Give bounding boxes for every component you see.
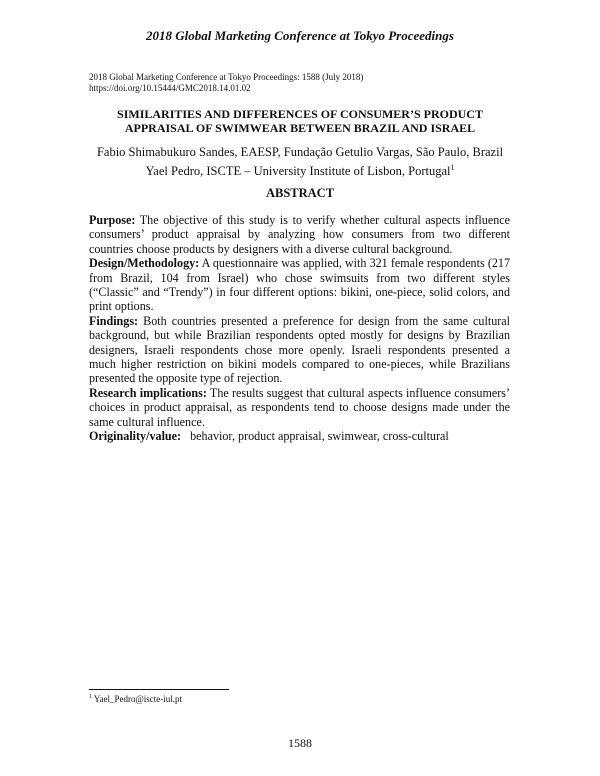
- author-line: Fabio Shimabukuro Sandes, EAESP, Fundação Getulio Vargas, São Paulo, Brazil: [96, 145, 504, 159]
- citation-block: [89, 72, 363, 94]
- section-text: The results suggest that cultural aspects influence consumers’ choices in product appraisal, as respondents tend to choose designs made under the same cultural influence.: [89, 385, 510, 429]
- abstract-findings: [89, 314, 510, 386]
- author-name: Yael Pedro, ISCTE – University Institute of Lisbon, Portugal: [145, 164, 451, 179]
- footnote-divider: [89, 689, 229, 690]
- section-text: behavior, product appraisal, swimwear, cross-cultural: [181, 429, 449, 444]
- running-head: 2018 Global Marketing Conference at Tokyo Proceedings: [146, 28, 454, 43]
- paper-title: [60, 107, 540, 135]
- abstract-heading: ABSTRACT: [265, 186, 335, 200]
- footnote-email: Yael_Pedro@iscte-iul.pt: [92, 694, 183, 704]
- author-block: [60, 145, 540, 179]
- section-label: Originality/value:: [89, 429, 182, 444]
- section-text: The objective of this study is to verify whether cultural aspects influence consumers’ product appraisal by analyzing how consumers from two different countries choose products by designers with a diverse cultural background.: [89, 213, 510, 256]
- title-line: APPRAISAL OF SWIMWEAR BETWEEN BRAZIL AND ISRAEL: [124, 121, 476, 135]
- title-line: SIMILARITIES AND DIFFERENCES OF CONSUMER’S PRODUCT: [117, 107, 483, 121]
- section-label: Research implications:: [89, 385, 207, 400]
- section-text: Both countries presented a preference for design from the same cultural background, but while Brazilian respondents opted mostly for designs by Brazilian designers, Israeli respondents chose more openly. Israeli respondents presented a much higher restriction on bikini models compared to one-pieces, while Brazilians presented the opposite type of rejection.: [89, 313, 510, 386]
- doi-line: https://doi.org/10.15444/GMC2018.14.01.02: [89, 83, 251, 93]
- section-text: A questionnaire was applied, with 321 female respondents (217 from Brazil, 104 from Israel) who chose swimsuits from two different styles (“Classic” and “Trendy”) in four different options: bikini, one-piece, solid colors, and print options.: [89, 256, 510, 314]
- footnote-marker: 1: [450, 163, 455, 172]
- footnote: [89, 694, 182, 704]
- section-label: Design/Methodology:: [89, 256, 200, 271]
- abstract-purpose: [89, 213, 510, 256]
- citation-line: 2018 Global Marketing Conference at Tokyo Proceedings: 1588 (July 2018): [89, 72, 364, 82]
- page-number: 1588: [288, 736, 312, 750]
- abstract-design: [89, 256, 510, 314]
- section-label: Purpose:: [89, 213, 136, 227]
- abstract-implications: [89, 386, 510, 429]
- footnote-marker: 1: [89, 694, 92, 700]
- author-line: [60, 160, 540, 179]
- abstract-originality: [89, 429, 510, 443]
- section-label: Findings:: [89, 313, 139, 328]
- abstract-body: [89, 213, 510, 444]
